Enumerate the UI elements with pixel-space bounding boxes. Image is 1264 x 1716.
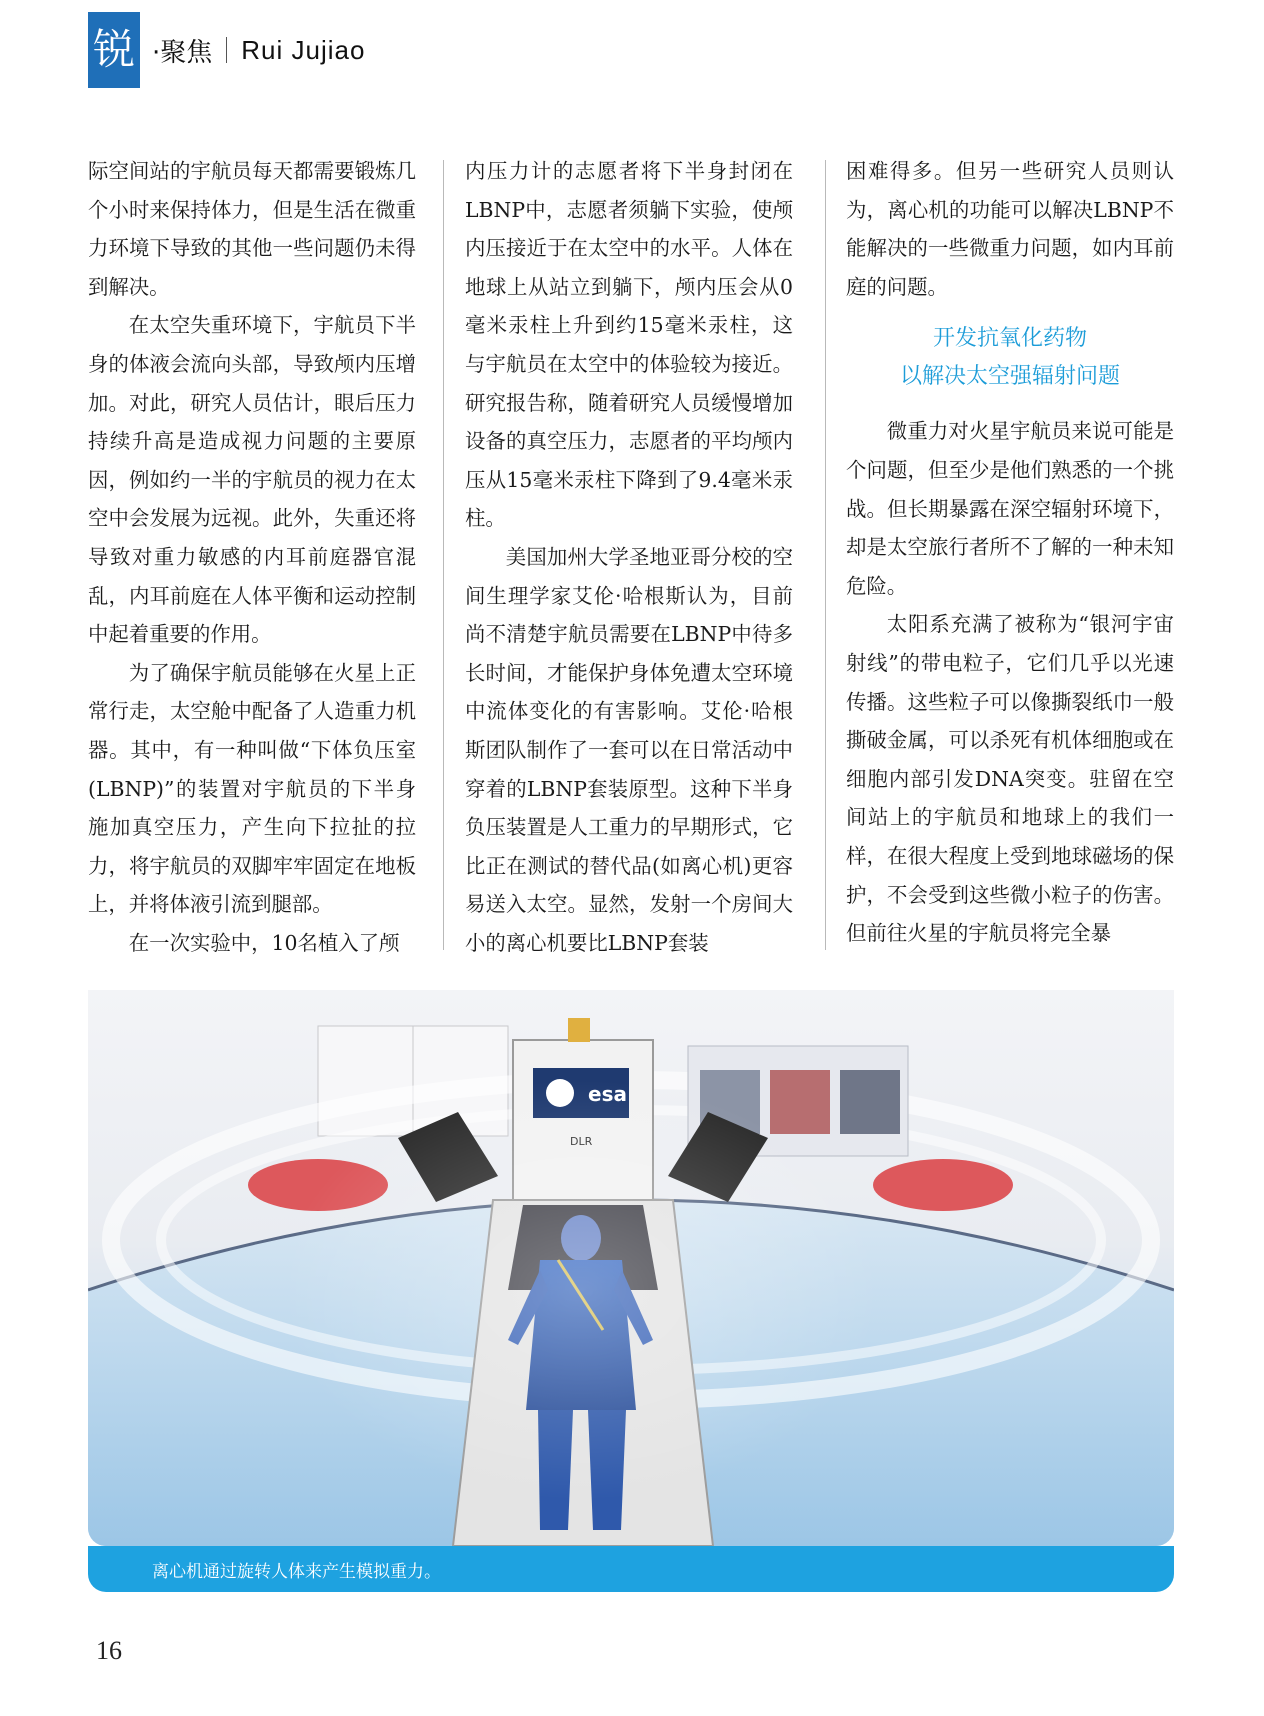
magazine-logo: 锐 <box>88 12 140 88</box>
section-name: ·聚焦 <box>152 37 213 68</box>
centrifuge-photo <box>88 990 1174 1546</box>
paragraph: 微重力对火星宇航员来说可能是个问题，但至少是他们熟悉的一个挑战。但长期暴露在深空辐射环境下，却是太空旅行者所不了解的一种未知危险。 <box>846 419 1174 598</box>
page-number: 16 <box>96 1636 122 1665</box>
paragraph: 美国加州大学圣地亚哥分校的空间生理学家艾伦·哈根斯认为，目前尚不清楚宇航员需要在LBNP中待多长时间，才能保护身体免遭太空环境中流体变化的有害影响。艾伦·哈根斯团队制作了一套可以在日常活动中穿着的LBNP套装原型。这种下半身负压装置是人工重力的早期形式，它比正在测试的替代品(如离心机)更容易送入太空。显然，发射一个房间大小的离心机要比LBNP套装 <box>465 544 793 955</box>
paragraph: 际空间站的宇航员每天都需要锻炼几个小时来保持体力，但是生活在微重力环境下导致的其他一些问题仍未得到解决。 <box>88 159 416 299</box>
article-column-2 <box>465 152 793 962</box>
page-header <box>88 12 365 88</box>
article-column-1 <box>88 152 416 962</box>
photo-caption: 离心机通过旋转人体来产生模拟重力。 <box>152 1561 441 1582</box>
section-subheading <box>846 320 1174 396</box>
paragraph: 在太空失重环境下，宇航员下半身的体液会流向头部，导致颅内压增加。对此，研究人员估计，眼后压力持续升高是造成视力问题的主要原因，例如约一半的宇航员的视力在太空中会发展为远视。此外，失重还将导致对重力敏感的内耳前庭器官混乱，内耳前庭在人体平衡和运动控制中起着重要的作用。 <box>88 313 416 647</box>
esa-logo-text: esa <box>588 1082 627 1106</box>
subheading-line: 开发抗氧化药物 <box>932 326 1087 352</box>
photo-caption-bar <box>88 1546 1174 1592</box>
column-divider <box>825 160 826 950</box>
paragraph: 内压力计的志愿者将下半身封闭在LBNP中，志愿者须躺下实验，使颅内压接近于在太空中的水平。人体在地球上从站立到躺下，颅内压会从0毫米汞柱上升到约15毫米汞柱，这与宇航员在太空中的体验较为接近。研究报告称，随着研究人员缓慢增加设备的真空压力，志愿者的平均颅内压从15毫米汞柱下降到了9.4毫米汞柱。 <box>465 159 793 531</box>
warning-lamp <box>568 1018 590 1042</box>
centrifuge-illustration <box>88 990 1174 1546</box>
paragraph: 在一次实验中，10名植入了颅 <box>128 930 400 955</box>
paragraph: 困难得多。但另一些研究人员则认为，离心机的功能可以解决LBNP不能解决的一些微重力问题，如内耳前庭的问题。 <box>846 159 1174 299</box>
header-divider <box>226 37 227 63</box>
paragraph: 太阳系充满了被称为“银河宇宙射线”的带电粒子，它们几乎以光速传播。这些粒子可以像撕裂纸巾一般撕破金属，可以杀死有机体细胞或在细胞内部引发DNA突变。驻留在空间站上的宇航员和地球上的我们一样，在很大程度上受到地球磁场的保护，不会受到这些微小粒子的伤害。但前往火星的宇航员将完全暴 <box>846 612 1174 946</box>
column-divider <box>443 160 444 950</box>
paragraph: 为了确保宇航员能够在火星上正常行走，太空舱中配备了人造重力机器。其中，有一种叫做“下体负压室(LBNP)”的装置对宇航员的下半身施加真空压力，产生向下拉扯的拉力，将宇航员的双脚牢牢固定在地板上，并将体液引流到腿部。 <box>88 660 416 917</box>
subheading-line: 以解决太空强辐射问题 <box>899 364 1120 390</box>
article-column-3 <box>846 152 1174 953</box>
section-pinyin: Rui Jujiao <box>241 34 366 65</box>
dlr-logo-text: DLR <box>570 1135 593 1148</box>
